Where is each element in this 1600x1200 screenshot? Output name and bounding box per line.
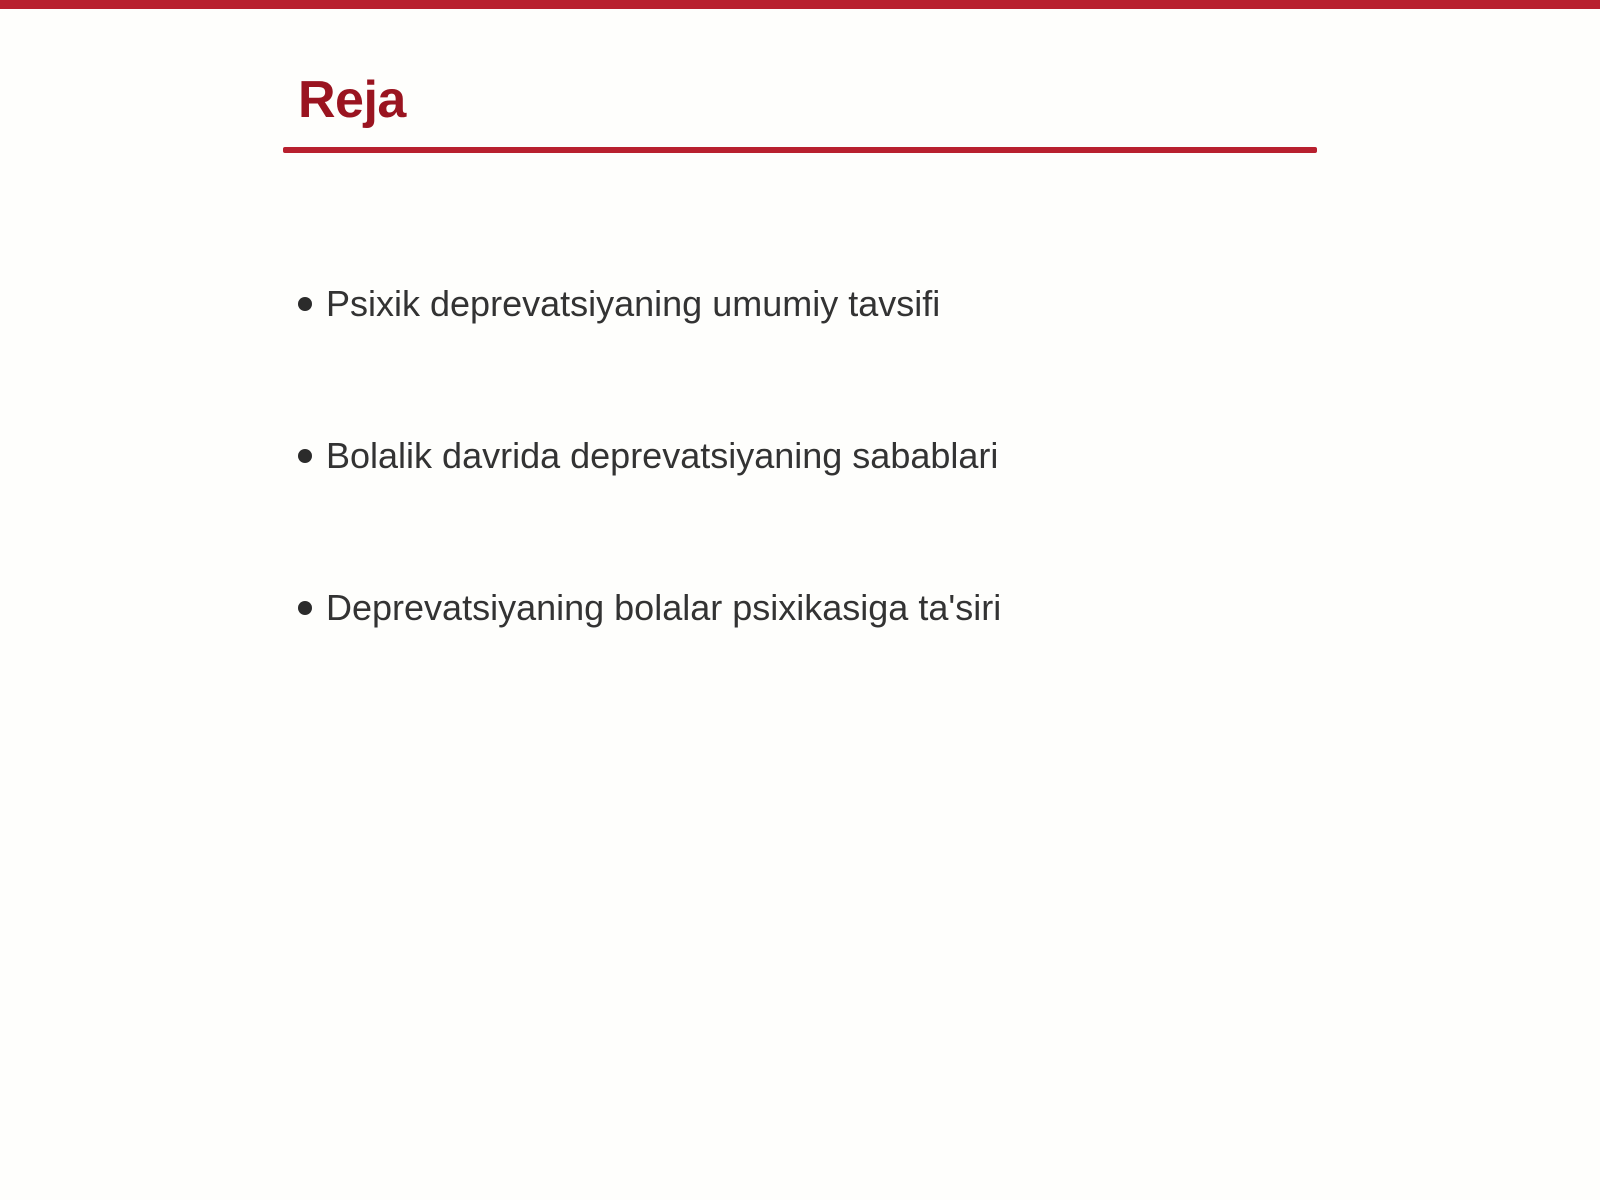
bullet-text: Deprevatsiyaning bolalar psixikasiga ta'siri [326,587,1002,628]
bullet-icon [298,449,312,463]
slide-title: Reja [298,71,406,129]
bullet-icon [298,601,312,615]
top-accent-bar [0,0,1600,9]
list-item [298,582,1001,634]
list-item [298,430,1001,482]
list-item [298,278,1001,330]
bullet-icon [298,297,312,311]
bullet-list [298,278,1001,734]
title-underline [283,147,1317,153]
bullet-text: Bolalik davrida deprevatsiyaning sabablari [326,435,999,476]
bullet-text: Psixik deprevatsiyaning umumiy tavsifi [326,283,941,324]
